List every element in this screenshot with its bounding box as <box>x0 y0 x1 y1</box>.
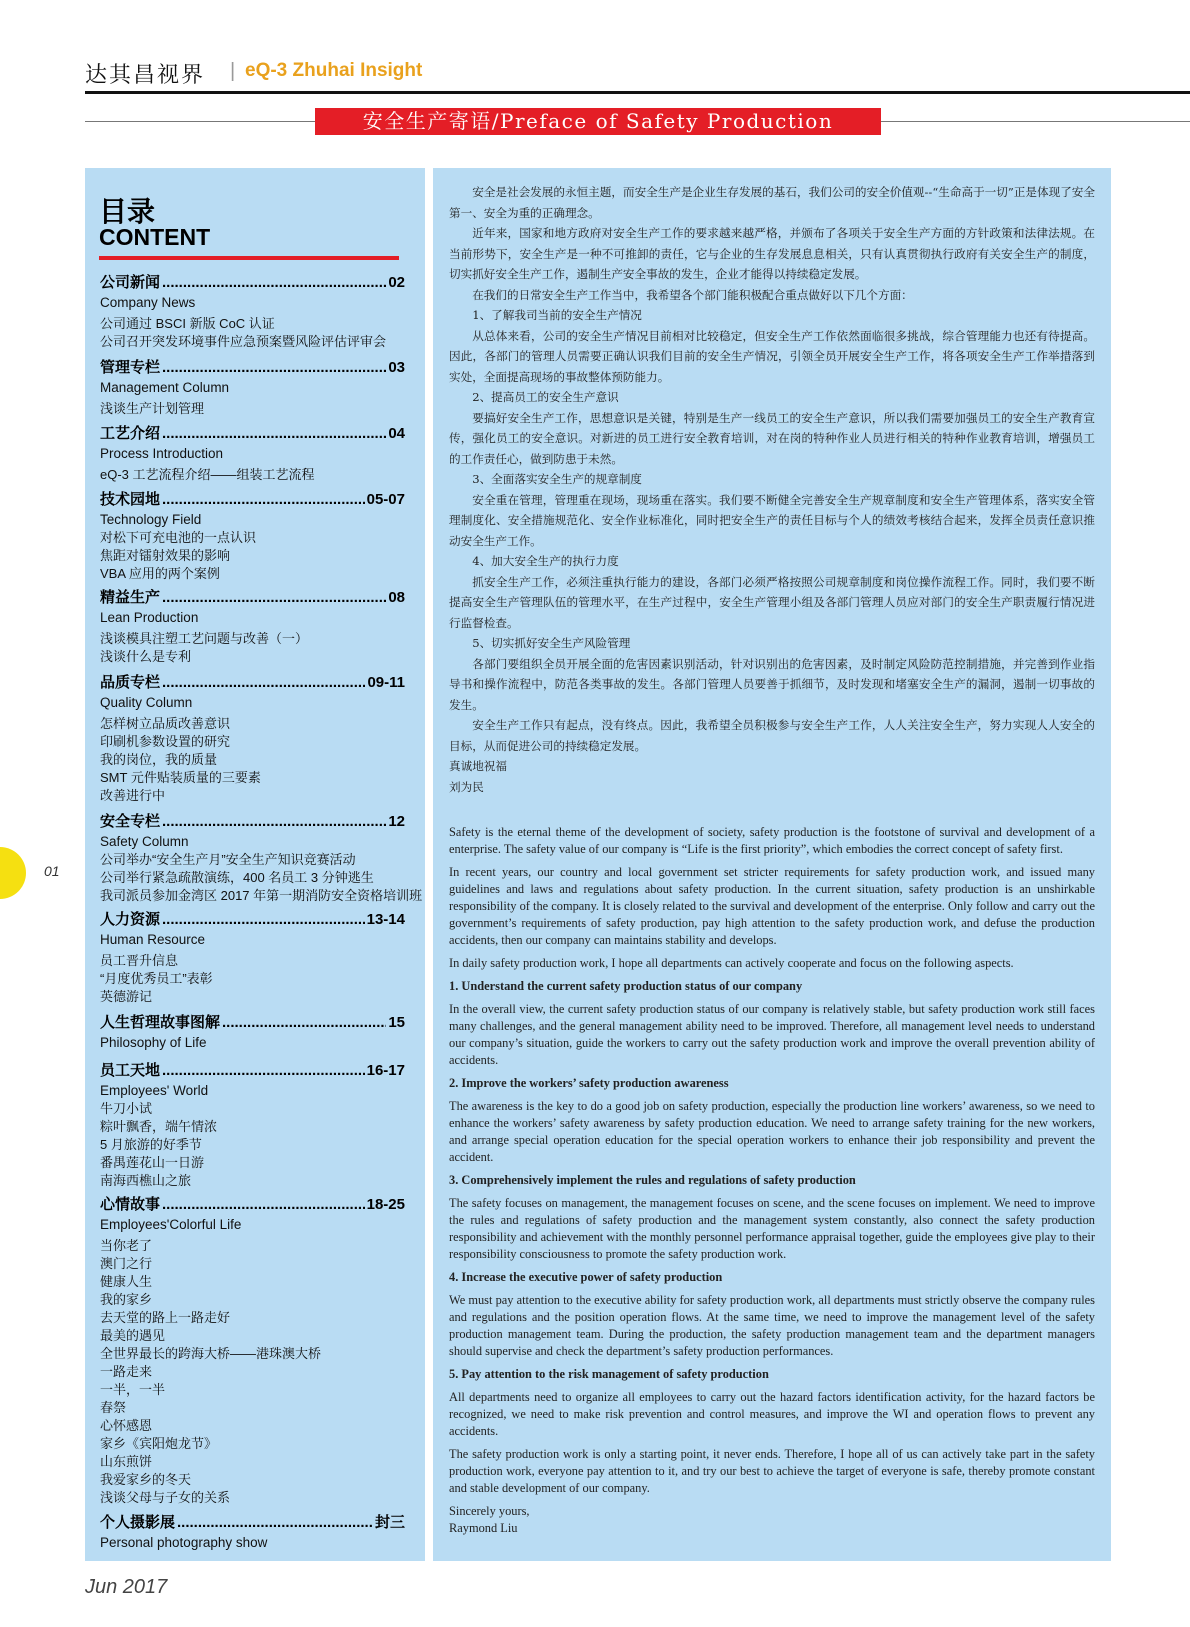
toc-section-title: 人力资源 <box>100 911 161 928</box>
cn-paragraph: 安全是社会发展的永恒主题，而安全生产是企业生存发展的基石，我们公司的安全价值观--“生命高于一切”正是体现了安全第一、安全为重的正确理念。 <box>449 185 1095 220</box>
toc-item: SMT 元件贴装质量的三要素 <box>100 770 261 785</box>
en-paragraph: Safety is the eternal theme of the development of society, safety production is the footstone of survival and development of a enterprise. The safety value of our company is “Life is the first priority”, which embodies the correct concept of safety first. <box>449 825 1095 856</box>
toc-item: 一路走来 <box>100 1364 153 1379</box>
cn-heading: 4、加大安全生产的执行力度 <box>472 554 619 568</box>
toc-item: 对松下可充电池的一点认识 <box>100 530 257 545</box>
en-paragraph: In daily safety production work, I hope all departments can actively cooperate and focus on the following aspects. <box>449 956 1014 970</box>
en-heading: 2. Improve the workers’ safety production awareness <box>449 1076 729 1090</box>
en-paragraph: We must pay attention to the executive ability for safety production work, all departments must strictly observe the company rules and regulations and the position operation flows. At the same time, we need to improve the management level of the safety production management team. During the production, the safety production management team and the department managers should supervise and check the department’s safety production performances. <box>449 1293 1095 1358</box>
en-paragraph: The awareness is the key to do a good job on safety production, especially the production line workers’ awareness, so we need to enhance the workers’ safety awareness by safety production education. We need to arrange safety training for the new workers, and arrange special operation education for the special operation workers to enhance their job responsibility and prevent the accident. <box>449 1099 1095 1164</box>
toc-item: 澳门之行 <box>100 1256 153 1271</box>
header-separator: | <box>230 60 236 82</box>
toc-section-page: 12 <box>388 813 405 830</box>
toc-item: 改善进行中 <box>100 788 166 803</box>
toc-item: 全世界最长的跨海大桥——港珠澳大桥 <box>100 1346 322 1361</box>
toc-section[interactable] <box>100 588 405 666</box>
issue-date: Jun 2017 <box>85 1576 168 1598</box>
cn-author: 刘为民 <box>449 779 484 794</box>
toc-item: 当你老了 <box>100 1238 153 1253</box>
toc-section[interactable] <box>100 424 405 484</box>
cn-heading: 3、全面落实安全生产的规章制度 <box>472 472 642 486</box>
toc-section-page: 02 <box>388 274 405 291</box>
toc-section[interactable] <box>100 1195 405 1507</box>
toc-item: 粽叶飘香，端午情浓 <box>100 1119 218 1134</box>
table-of-contents <box>85 168 425 1561</box>
toc-section-title: 员工天地 <box>100 1062 161 1079</box>
en-paragraph: The safety focuses on management, the management focuses on scene, and the scene focuses on implement. We need to improve the rules and regulations of safety production and the management system constantly, also connect the safety production responsibility and achievement with the monthly personnel performance appraisal together, guide the employees give play to their responsibility consciousness to promote the safety production work. <box>449 1196 1095 1261</box>
toc-item: 浅谈模具注塑工艺问题与改善（一） <box>100 631 309 646</box>
en-heading: 1. Understand the current safety production status of our company <box>449 979 803 993</box>
toc-section-title: 人生哲理故事图解 <box>100 1014 221 1031</box>
magazine-title-en: eQ-3 Zhuhai Insight <box>245 60 423 81</box>
toc-item: 焦距对镭射效果的影响 <box>100 548 231 563</box>
toc-section-title: 工艺介绍 <box>100 425 161 442</box>
toc-section-en: Human Resource <box>100 932 206 947</box>
toc-red-rule <box>99 256 399 260</box>
cn-signoff: 真诚地祝福 <box>449 759 507 773</box>
toc-item: 印刷机参数设置的研究 <box>100 734 231 749</box>
toc-section-en: Quality Column <box>100 695 193 710</box>
toc-section[interactable] <box>100 910 405 1006</box>
toc-item: 5 月旅游的好季节 <box>100 1137 202 1152</box>
toc-item: 去天堂的路上一路走好 <box>100 1310 231 1325</box>
en-author: Raymond Liu <box>449 1521 518 1535</box>
toc-item: 南海西樵山之旅 <box>100 1173 192 1188</box>
en-paragraph: All departments need to organize all employees to carry out the hazard factors identification activity, for the hazard factors be recognized, we need to make risk prevention and control measures, and improve the WI and operation flows to prevent any accidents. <box>449 1390 1095 1438</box>
toc-section-page: 09-11 <box>367 674 405 691</box>
toc-section-page: 13-14 <box>366 911 405 928</box>
toc-item: 番禺莲花山一日游 <box>100 1155 205 1170</box>
page-number: 01 <box>44 863 60 879</box>
toc-section-page: 16-17 <box>366 1062 405 1079</box>
toc-item: 公司举办“安全生产月”安全生产知识竞赛活动 <box>100 852 356 867</box>
header-rule <box>85 91 1190 94</box>
section-banner: 安全生产寄语/Preface of Safety Production <box>315 108 881 135</box>
toc-section-page: 03 <box>388 359 405 376</box>
toc-item: 最美的遇见 <box>100 1328 166 1343</box>
toc-section[interactable] <box>100 1513 405 1552</box>
en-heading: 3. Comprehensively implement the rules and regulations of safety production <box>449 1173 856 1187</box>
toc-title-en: CONTENT <box>99 224 211 250</box>
cn-paragraph: 从总体来看，公司的安全生产情况目前相对比较稳定，但安全生产工作依然面临很多挑战，综合管理能力也还有待提高。因此，各部门的管理人员需要正确认识我们目前的安全生产情况，引领全员开展安全生产工作，将各项安全生产工作举措落到实处，全面提高现场的事故整体预防能力。 <box>449 328 1095 384</box>
toc-item: 浅谈生产计划管理 <box>100 401 205 416</box>
toc-section-en: Employees'Colorful Life <box>100 1217 242 1232</box>
toc-section[interactable] <box>100 812 423 905</box>
en-paragraph: The safety production work is only a starting point, it never ends. Therefore, I hope all of us can actively take part in the safety production work, everyone pay attention to it, and try our best to achieve the target of everyone is safe, thereby promote constant and stable development of our company. <box>449 1447 1095 1495</box>
toc-section-en: Personal photography show <box>100 1535 268 1550</box>
toc-item: 山东煎饼 <box>100 1454 153 1469</box>
toc-section[interactable] <box>100 673 405 805</box>
toc-section-en: Management Column <box>100 380 230 395</box>
magazine-title-cn: 达其昌视界 <box>85 63 206 88</box>
en-paragraph: In recent years, our country and local government set stricter requirements for safety production work, and issued many guidelines and laws and regulations about safety production. In the current situation, safety production is an unshirkable responsibility of the company. It is closely related to the survival and development of the enterprise. Only follow and carry out the government’s requirements of safety production, pay high attention to the safety production work, and defuse the production accidents, then our company can maintains stability and develops. <box>449 865 1095 947</box>
toc-section-title: 心情故事 <box>100 1196 161 1213</box>
toc-item: 家乡《宾阳炮龙节》 <box>100 1436 218 1451</box>
article-panel <box>433 168 1111 1561</box>
cn-paragraph: 要搞好安全生产工作，思想意识是关键，特别是生产一线员工的安全生产意识，所以我们需要加强员工的安全生产教育宣传，强化员工的安全意识。对新进的员工进行安全教育培训，对在岗的特种作业人员进行相关的特种作业教育培训，增强员工的工作责任心，做到防患于未然。 <box>449 410 1095 466</box>
toc-section-title: 管理专栏 <box>100 359 161 376</box>
toc-section-page: 08 <box>388 589 405 606</box>
toc-section-page: 封三 <box>374 1514 405 1531</box>
article-en <box>449 824 1095 1537</box>
toc-section-en: Process Introduction <box>100 446 224 461</box>
cn-paragraph: 近年来，国家和地方政府对安全生产工作的要求越来越严格，并颁布了各项关于安全生产方面的方针政策和法律法规。在当前形势下，安全生产是一种不可推卸的责任，它与企业的生存发展息息相关，只有认真贯彻执行政府有关安全生产的制度，切实抓好安全生产工作，遏制生产安全事故的发生，企业才能得以持续稳定发展。 <box>449 226 1095 281</box>
cn-paragraph: 各部门要组织全员开展全面的危害因素识别活动，针对识别出的危害因素，及时制定风险防范控制措施，并完善到作业指导书和操作流程中，防范各类事故的发生。各部门管理人员要善于抓细节，及时发现和堵塞安全生产的漏洞，遏制一切事故的发生。 <box>449 656 1095 712</box>
toc-item: 一半，一半 <box>100 1382 166 1397</box>
en-heading: 4. Increase the executive power of safety production <box>449 1270 723 1284</box>
toc-item: 怎样树立品质改善意识 <box>100 716 231 731</box>
en-paragraph: In the overall view, the current safety production status of our company is relatively stable, but safety production work still faces many challenges, and the general management ability need to be improved. Therefore, all management level needs to understand our company’s situation, guide the workers to carry out the safety production work and improve the overall prevention ability of accidents. <box>449 1002 1095 1067</box>
cn-heading: 5、切实抓好安全生产风险管理 <box>472 636 631 650</box>
toc-item: 公司通过 BSCI 新版 CoC 认证 <box>100 316 275 331</box>
toc-item: “月度优秀员工”表彰 <box>100 971 213 986</box>
toc-section-page: 18-25 <box>366 1196 405 1213</box>
toc-section[interactable] <box>100 273 405 351</box>
toc-item: 我爱家乡的冬天 <box>100 1472 192 1487</box>
toc-section-title: 精益生产 <box>100 589 161 606</box>
toc-section-title: 个人摄影展 <box>100 1514 176 1531</box>
toc-item: 浅谈什么是专利 <box>100 649 192 664</box>
toc-section-en: Employees' World <box>100 1083 209 1098</box>
toc-item: 我的岗位，我的质量 <box>100 752 218 767</box>
toc-item: 心怀感恩 <box>100 1418 153 1433</box>
toc-item: 牛刀小试 <box>100 1101 153 1116</box>
toc-section-title: 技术园地 <box>100 491 161 508</box>
toc-item: eQ-3 工艺流程介绍——组装工艺流程 <box>100 467 315 482</box>
toc-section-en: Technology Field <box>100 512 202 527</box>
toc-item: 员工晋升信息 <box>100 953 179 968</box>
cn-paragraph: 安全生产工作只有起点，没有终点。因此，我希望全员积极参与安全生产工作，人人关注安全生产，努力实现人人安全的目标，从而促进公司的持续稳定发展。 <box>449 718 1095 753</box>
toc-section-page: 04 <box>388 425 405 442</box>
toc-section-en: Lean Production <box>100 610 199 625</box>
toc-section-en: Company News <box>100 295 196 310</box>
toc-item: 健康人生 <box>100 1274 153 1289</box>
toc-item: 春祭 <box>100 1400 127 1415</box>
toc-item: 公司召开突发环境事件应急预案暨风险评估评审会 <box>100 334 387 349</box>
toc-section[interactable] <box>100 1061 405 1190</box>
toc-item: VBA 应用的两个案例 <box>100 566 220 581</box>
cn-paragraph: 安全重在管理，管理重在现场，现场重在落实。我们要不断健全完善安全生产规章制度和安全生产管理体系，落实安全管理制度化、安全措施规范化、安全作业标准化，同时把安全生产的责任目标与个人的绩效考核结合起来，发挥全员责任意识推动安全生产工作。 <box>449 492 1095 548</box>
page-marker-dot <box>0 847 26 899</box>
cn-paragraph: 抓安全生产工作，必须注重执行能力的建设，各部门必须严格按照公司规章制度和岗位操作流程工作。同时，我们要不断提高安全生产管理队伍的管理水平，在生产过程中，安全生产管理小组及各部门管理人员应对部门的安全生产职责履行情况进行监督检查。 <box>449 574 1095 630</box>
toc-section-title: 品质专栏 <box>100 674 161 691</box>
en-heading: 5. Pay attention to the risk management of safety production <box>449 1367 769 1381</box>
toc-section[interactable] <box>100 358 405 418</box>
toc-section-page: 15 <box>388 1014 405 1031</box>
cn-heading: 1、了解我司当前的安全生产情况 <box>472 308 642 322</box>
banner-line-right <box>881 121 1190 122</box>
toc-section-en: Philosophy of Life <box>100 1035 207 1050</box>
toc-section[interactable] <box>100 1013 405 1052</box>
toc-section-title: 公司新闻 <box>100 274 161 291</box>
toc-section-title: 安全专栏 <box>100 813 161 830</box>
toc-section-page: 05-07 <box>366 491 405 508</box>
toc-item: 我司派员参加金湾区 2017 年第一期消防安全资格培训班 <box>100 888 423 903</box>
cn-paragraph: 在我们的日常安全生产工作当中，我希望各个部门能积极配合重点做好以下几个方面： <box>472 287 913 302</box>
toc-item: 浅谈父母与子女的关系 <box>100 1490 231 1505</box>
cn-heading: 2、提高员工的安全生产意识 <box>472 390 619 404</box>
banner-line-left <box>85 121 315 122</box>
toc-item: 我的家乡 <box>100 1292 153 1307</box>
en-signoff: Sincerely yours, <box>449 1504 530 1518</box>
toc-item: 英德游记 <box>100 989 153 1004</box>
toc-section[interactable] <box>100 490 405 583</box>
toc-section-en: Safety Column <box>100 834 189 849</box>
article-cn <box>449 182 1095 797</box>
toc-item: 公司举行紧急疏散演练，400 名员工 3 分钟逃生 <box>100 870 374 885</box>
toc-title-cn: 目录 <box>99 196 156 227</box>
